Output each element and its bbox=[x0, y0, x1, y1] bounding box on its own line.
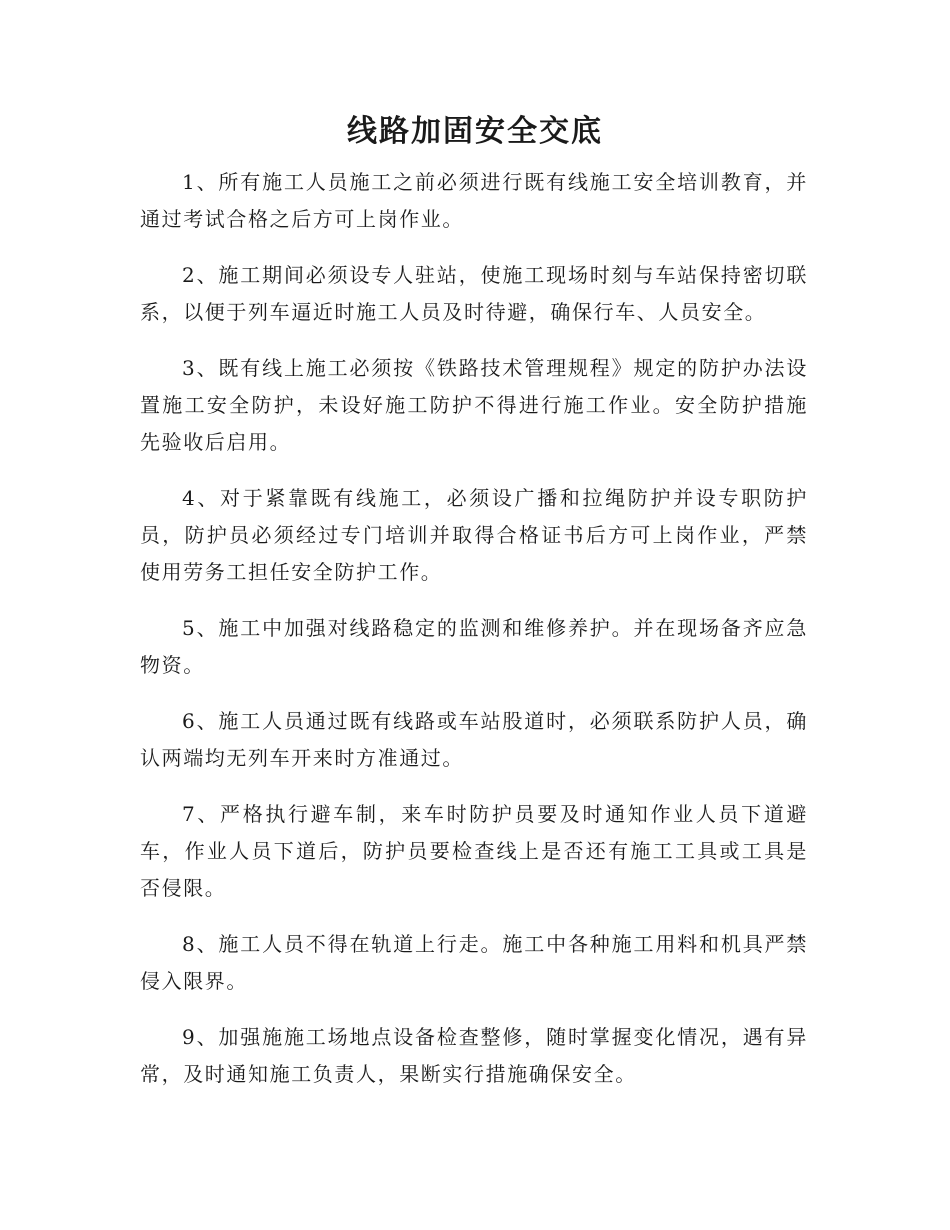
paragraph-1: 1、所有施工人员施工之前必须进行既有线施工安全培训教育，并通过考试合格之后方可上岗作业。 bbox=[140, 170, 808, 231]
paragraph-5: 5、施工中加强对线路稳定的监测和维修养护。并在现场备齐应急物资。 bbox=[140, 616, 808, 677]
paragraph-6: 6、施工人员通过既有线路或车站股道时，必须联系防护人员，确认两端均无列车开来时方准通过。 bbox=[140, 709, 808, 770]
paragraph-2: 2、施工期间必须设专人驻站，使施工现场时刻与车站保持密切联系，以便于列车逼近时施工人员及时待避，确保行车、人员安全。 bbox=[140, 263, 808, 324]
paragraph-8: 8、施工人员不得在轨道上行走。施工中各种施工用料和机具严禁侵入限界。 bbox=[140, 932, 808, 993]
paragraph-4: 4、对于紧靠既有线施工，必须设广播和拉绳防护并设专职防护员，防护员必须经过专门培训并取得合格证书后方可上岗作业，严禁使用劳务工担任安全防护工作。 bbox=[140, 486, 808, 584]
paragraph-9: 9、加强施施工场地点设备检查整修，随时掌握变化情况，遇有异常，及时通知施工负责人，果断实行措施确保安全。 bbox=[140, 1025, 808, 1086]
document-body bbox=[140, 164, 808, 1112]
document-title: 线路加固安全交底 bbox=[347, 114, 603, 149]
paragraph-7: 7、严格执行避车制，来车时防护员要及时通知作业人员下道避车，作业人员下道后，防护员要检查线上是否还有施工工具或工具是否侵限。 bbox=[140, 802, 808, 900]
paragraph-3: 3、既有线上施工必须按《铁路技术管理规程》规定的防护办法设置施工安全防护，未设好施工防护不得进行施工作业。安全防护措施先验收后启用。 bbox=[140, 356, 808, 454]
